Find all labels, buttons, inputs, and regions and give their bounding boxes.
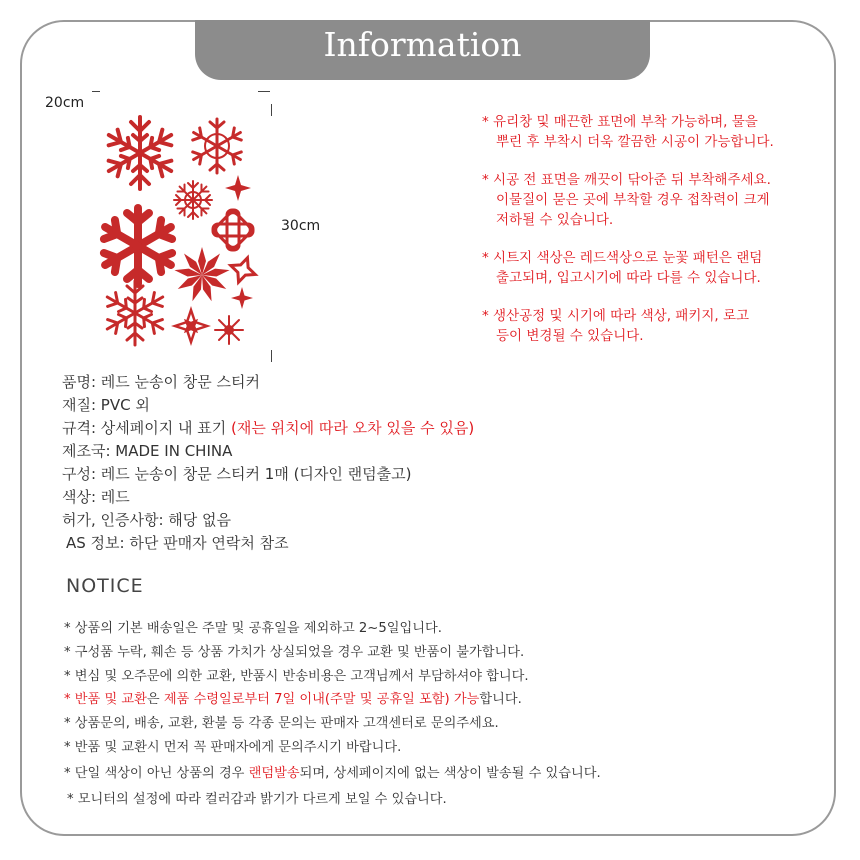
color-text: * 단일 색상이 아닌 상품의 경우 [64,765,249,781]
note-item [482,112,827,152]
snowflake-icon [190,119,244,173]
note-line: * 유리창 및 매끈한 표면에 부착 가능하며, 물을 [482,114,758,130]
width-arrow-right [258,91,270,92]
return-period: 제품 수령일로부터 7일 이내(주말 및 공휴일 포함) 가능 [163,692,480,708]
note-line: 등이 변경될 수 있습니다. [496,328,644,344]
height-arrow-bottom [271,350,272,362]
spec-size-note: (재는 위치에 따라 오차 있을 수 있음) [231,419,475,437]
snowflake-icon [103,281,166,345]
installation-notes [482,112,827,364]
return-highlight: * 반품 및 교환 [64,692,147,708]
star-icon [225,175,251,201]
spec-size [62,417,474,440]
notice-item-return [64,688,601,712]
spec-composition: 구성: 레드 눈송이 창문 스티커 1매 (디자인 랜덤출고) [62,465,412,483]
width-arrow-left [92,91,100,92]
page-title: Information [323,25,522,64]
notice-item: * 상품문의, 배송, 교환, 환불 등 각종 문의는 판매자 고객센터로 문의주세요. [64,716,499,732]
notice-list [64,617,601,811]
snowflake-sticker-image [95,108,265,353]
width-label: 20cm [45,95,85,111]
note-line: * 시공 전 표면을 깨끗이 닦아준 뒤 부착해주세요. [482,172,771,188]
snowflake-icon [104,117,175,189]
spec-material: 재질: PVC 외 [62,396,150,414]
notice-item: * 반품 및 교환시 먼저 꼭 판매자에게 문의주시기 바랍니다. [64,739,402,755]
note-item [482,248,827,288]
star-icon [231,287,253,309]
note-line: 저하될 수 있습니다. [496,212,614,228]
notice-item: * 상품의 기본 배송일은 주말 및 공휴일을 제외하고 2~5일입니다. [64,621,442,636]
star-icon [175,310,207,342]
note-line: 출고되며, 입고시기에 따라 다를 수 있습니다. [496,270,761,286]
height-arrow-top [271,104,272,116]
spec-color: 색상: 레드 [62,488,130,506]
note-line: * 생산공정 및 시기에 따라 색상, 패키지, 로고 [482,308,750,324]
return-text-end: 합니다. [479,692,522,708]
star-icon [226,253,259,286]
product-specs [62,371,474,555]
snowflake-icon [100,208,177,284]
note-item [482,170,827,230]
note-line: * 시트지 색상은 레드색상으로 눈꽃 패턴은 랜덤 [482,250,763,266]
snowflake-icon [215,316,243,344]
note-item [482,306,827,346]
spec-certification: 허가, 인증사항: 해당 없음 [62,511,232,529]
return-text: 은 [146,692,164,708]
note-line: 이물질이 묻은 곳에 부착할 경우 접착력이 크게 [496,192,770,208]
spec-origin: 제조국: MADE IN CHINA [62,442,233,460]
notice-item-monitor: * 모니터의 설정에 따라 컬러감과 밝기가 다르게 보일 수 있습니다. [67,791,447,807]
notice-title: NOTICE [66,575,144,597]
height-label: 30cm [281,218,321,234]
color-text-end: 되며, 상세페이지에 없는 색상이 발송될 수 있습니다. [299,765,601,781]
notice-item-color [64,762,601,786]
spec-as-info: AS 정보: 하단 판매자 연락처 참조 [66,534,289,552]
snowflake-icon [213,210,253,250]
random-shipping: 랜덤발송 [248,765,300,781]
spec-size-text: 규격: 상세페이지 내 표기 [62,419,232,437]
snowflake-icon [174,181,212,219]
snowflake-icon [174,247,231,303]
notice-item: * 구성품 누락, 훼손 등 상품 가치가 상실되었을 경우 교환 및 반품이 불가합니다. [64,644,525,660]
note-line: 뿌린 후 부착시 더욱 깔끔한 시공이 가능합니다. [496,134,774,150]
notice-item: * 변심 및 오주문에 의한 교환, 반품시 반송비용은 고객님께서 부담하셔야 합니다. [64,668,529,684]
spec-name: 품명: 레드 눈송이 창문 스티커 [62,373,261,391]
